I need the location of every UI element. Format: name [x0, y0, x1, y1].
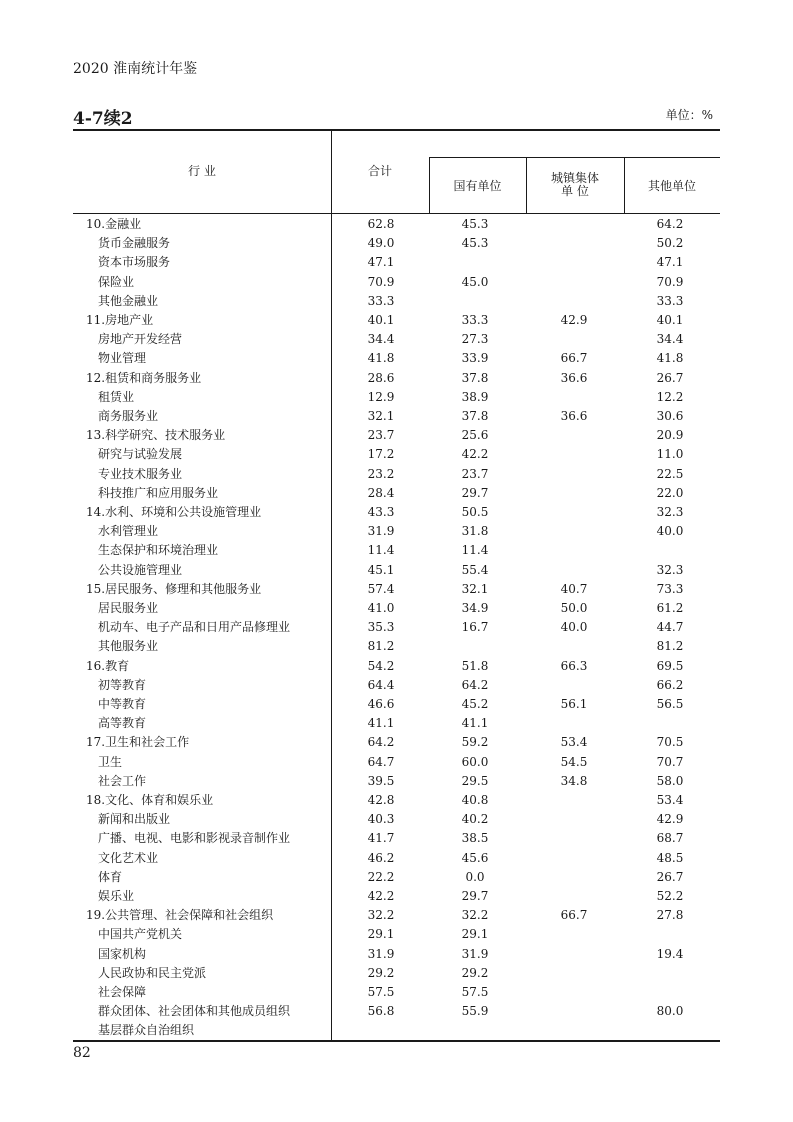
industry-name-cell: 保险业 — [98, 274, 135, 289]
table-row — [73, 407, 720, 426]
other-unit-cell: 27.8 — [656, 908, 684, 923]
collective-unit-cell: 66.7 — [560, 908, 588, 923]
table-row — [73, 618, 720, 637]
state-unit-cell: 38.9 — [461, 389, 489, 404]
state-unit-cell: 34.9 — [461, 601, 489, 615]
table-row — [73, 426, 720, 445]
industry-name-cell: 广播、电视、电影和影视录音制作业 — [98, 831, 291, 846]
other-unit-cell: 68.7 — [656, 831, 684, 846]
table-row — [73, 945, 720, 964]
total-cell: 32.2 — [367, 908, 395, 923]
table-row — [73, 465, 720, 484]
header-subgroup-rule — [429, 157, 720, 158]
other-unit-cell: 26.7 — [656, 869, 684, 884]
other-unit-cell: 32.3 — [656, 562, 684, 577]
total-cell: 12.9 — [367, 389, 395, 404]
table-row — [73, 906, 720, 925]
industry-name-cell: 中等教育 — [98, 697, 147, 711]
state-unit-cell: 41.1 — [461, 716, 489, 731]
industry-name-cell: 15.居民服务、修理和其他服务业 — [86, 581, 262, 596]
other-unit-cell: 41.8 — [656, 351, 684, 366]
state-unit-cell: 32.1 — [461, 581, 489, 596]
state-unit-cell: 29.5 — [461, 773, 489, 788]
state-unit-cell: 29.1 — [461, 927, 489, 942]
state-unit-cell: 38.5 — [461, 831, 489, 846]
other-unit-cell: 70.9 — [656, 274, 684, 289]
other-unit-cell: 34.4 — [656, 332, 684, 347]
total-cell: 22.2 — [367, 869, 395, 884]
other-unit-cell: 70.7 — [656, 754, 684, 769]
state-unit-cell: 29.7 — [461, 485, 489, 500]
industry-name-cell: 商务服务业 — [98, 409, 159, 423]
state-unit-cell: 23.7 — [461, 466, 489, 481]
bottom-rule — [73, 1040, 720, 1042]
other-unit-cell: 20.9 — [656, 428, 684, 443]
total-cell: 70.9 — [367, 274, 395, 289]
total-cell: 56.8 — [367, 1004, 395, 1019]
other-unit-cell: 42.9 — [656, 812, 684, 827]
table-row — [73, 292, 720, 311]
total-cell: 47.1 — [367, 255, 395, 270]
other-unit-cell: 70.5 — [656, 735, 684, 750]
total-cell: 57.4 — [367, 581, 395, 596]
state-unit-cell: 33.9 — [461, 351, 489, 366]
industry-name-cell: 体育 — [98, 869, 123, 884]
industry-name-cell: 物业管理 — [98, 351, 147, 366]
table-row — [73, 484, 720, 503]
total-cell: 34.4 — [367, 332, 395, 347]
state-unit-cell: 64.2 — [461, 677, 489, 692]
total-cell: 43.3 — [367, 505, 395, 519]
state-unit-cell: 29.7 — [461, 889, 489, 903]
state-unit-cell: 42.2 — [461, 447, 489, 462]
other-unit-cell: 32.3 — [656, 505, 684, 519]
other-unit-cell: 33.3 — [656, 293, 684, 308]
table-row — [73, 311, 720, 330]
industry-name-cell: 10.金融业 — [86, 217, 142, 231]
state-unit-cell: 37.8 — [461, 409, 489, 423]
industry-name-cell: 社会工作 — [98, 773, 147, 788]
header-collective — [526, 172, 624, 198]
table-row — [73, 657, 720, 676]
state-unit-cell: 45.6 — [461, 850, 489, 865]
state-unit-cell: 50.5 — [461, 505, 489, 519]
table-row — [73, 868, 720, 887]
industry-name-cell: 公共设施管理业 — [98, 562, 183, 577]
total-cell: 54.2 — [367, 658, 395, 673]
total-cell: 46.6 — [367, 697, 395, 711]
total-cell: 32.1 — [367, 409, 395, 423]
table-row — [73, 1021, 720, 1040]
total-cell: 49.0 — [367, 236, 395, 251]
collective-unit-cell: 34.8 — [560, 773, 588, 788]
collective-unit-cell: 54.5 — [560, 754, 588, 769]
industry-name-cell: 13.科学研究、技术服务业 — [86, 428, 226, 443]
total-cell: 31.9 — [367, 946, 395, 961]
other-unit-cell: 40.0 — [656, 524, 684, 539]
total-cell: 28.6 — [367, 370, 395, 385]
industry-name-cell: 新闻和出版业 — [98, 812, 171, 827]
table-row — [73, 522, 720, 541]
other-unit-cell: 81.2 — [656, 639, 684, 654]
table-row — [73, 215, 720, 234]
state-unit-cell: 57.5 — [461, 985, 489, 999]
industry-name-cell: 初等教育 — [98, 677, 147, 692]
state-unit-cell: 45.0 — [461, 274, 489, 289]
state-unit-cell: 60.0 — [461, 754, 489, 769]
table-row — [73, 829, 720, 848]
other-unit-cell: 61.2 — [656, 601, 684, 615]
table-title: 4-7续2 — [73, 109, 133, 129]
state-unit-cell: 29.2 — [461, 965, 489, 980]
state-unit-cell: 31.8 — [461, 524, 489, 539]
total-cell: 64.4 — [367, 677, 395, 692]
industry-name-cell: 机动车、电子产品和日用产品修理业 — [98, 620, 291, 635]
table-row — [73, 369, 720, 388]
other-unit-cell: 22.5 — [656, 466, 684, 481]
total-cell: 40.3 — [367, 812, 395, 827]
industry-name-cell: 19.公共管理、社会保障和社会组织 — [86, 908, 274, 923]
industry-name-cell: 娱乐业 — [98, 889, 135, 903]
collective-unit-cell: 42.9 — [560, 313, 588, 327]
table-row — [73, 234, 720, 253]
total-cell: 28.4 — [367, 485, 395, 500]
total-cell: 23.7 — [367, 428, 395, 443]
industry-name-cell: 群众团体、社会团体和其他成员组织 — [98, 1004, 291, 1019]
table-row — [73, 810, 720, 829]
table-row — [73, 349, 720, 368]
other-unit-cell: 66.2 — [656, 677, 684, 692]
table-row — [73, 964, 720, 983]
other-unit-cell: 50.2 — [656, 236, 684, 251]
table-row — [73, 637, 720, 656]
other-unit-cell: 44.7 — [656, 620, 684, 635]
total-cell: 42.2 — [367, 889, 395, 903]
industry-name-cell: 16.教育 — [86, 658, 130, 673]
total-cell: 11.4 — [367, 543, 395, 558]
industry-name-cell: 房地产开发经营 — [98, 332, 183, 347]
industry-name-cell: 专业技术服务业 — [98, 466, 183, 481]
unit-label: 单位：% — [665, 108, 713, 122]
other-unit-cell: 40.1 — [656, 313, 684, 327]
table-row — [73, 541, 720, 560]
industry-name-cell: 18.文化、体育和娱乐业 — [86, 793, 214, 807]
state-unit-cell: 11.4 — [461, 543, 489, 558]
industry-name-cell: 12.租赁和商务服务业 — [86, 370, 202, 385]
industry-name-cell: 其他金融业 — [98, 293, 159, 308]
collective-unit-cell: 56.1 — [560, 697, 588, 711]
table-row — [73, 253, 720, 272]
collective-unit-cell: 36.6 — [560, 409, 588, 423]
total-cell: 46.2 — [367, 850, 395, 865]
header-collective-line1: 城镇集体 — [550, 171, 599, 185]
industry-name-cell: 水利管理业 — [98, 524, 159, 539]
other-unit-cell: 47.1 — [656, 255, 684, 270]
industry-name-cell: 租赁业 — [98, 389, 135, 404]
header-other: 其他单位 — [647, 179, 696, 193]
state-unit-cell: 32.2 — [461, 908, 489, 923]
industry-name-cell: 卫生 — [98, 754, 123, 769]
industry-name-cell: 人民政协和民主党派 — [98, 965, 207, 980]
industry-name-cell: 11.房地产业 — [86, 313, 154, 327]
table-row — [73, 791, 720, 810]
industry-name-cell: 货币金融服务 — [98, 236, 171, 251]
other-unit-cell: 30.6 — [656, 409, 684, 423]
total-cell: 41.0 — [367, 601, 395, 615]
page-number: 82 — [73, 1045, 91, 1061]
industry-name-cell: 文化艺术业 — [98, 850, 159, 865]
industry-name-cell: 基层群众自治组织 — [98, 1023, 195, 1038]
table-row — [73, 772, 720, 791]
total-cell: 62.8 — [367, 217, 395, 231]
header-state: 国有单位 — [453, 179, 502, 193]
other-unit-cell: 53.4 — [656, 793, 684, 807]
table-row — [73, 388, 720, 407]
state-unit-cell: 45.2 — [461, 697, 489, 711]
industry-name-cell: 资本市场服务 — [98, 255, 171, 270]
table-row — [73, 561, 720, 580]
state-unit-cell: 51.8 — [461, 658, 489, 673]
other-unit-cell: 52.2 — [656, 889, 684, 903]
industry-name-cell: 研究与试验发展 — [98, 447, 183, 462]
total-cell: 29.2 — [367, 965, 395, 980]
table-row — [73, 273, 720, 292]
total-cell: 45.1 — [367, 562, 395, 577]
industry-name-cell: 高等教育 — [98, 716, 147, 731]
industry-name-cell: 居民服务业 — [98, 601, 159, 615]
top-rule — [73, 129, 720, 131]
industry-name-cell: 17.卫生和社会工作 — [86, 735, 190, 750]
total-cell: 39.5 — [367, 773, 395, 788]
table-row — [73, 580, 720, 599]
table-row — [73, 753, 720, 772]
header-collective-line2: 单 位 — [561, 184, 589, 198]
total-cell: 41.1 — [367, 716, 395, 731]
total-cell: 23.2 — [367, 466, 395, 481]
table-row — [73, 714, 720, 733]
header-bottom-rule — [73, 213, 720, 214]
collective-unit-cell: 53.4 — [560, 735, 588, 750]
other-unit-cell: 26.7 — [656, 370, 684, 385]
collective-unit-cell: 66.3 — [560, 658, 588, 673]
state-unit-cell: 16.7 — [461, 620, 489, 635]
collective-unit-cell: 66.7 — [560, 351, 588, 366]
table-row — [73, 1002, 720, 1021]
table-row — [73, 503, 720, 522]
total-cell: 31.9 — [367, 524, 395, 539]
header-industry: 行 业 — [188, 164, 216, 178]
collective-unit-cell: 40.0 — [560, 620, 588, 635]
state-unit-cell: 37.8 — [461, 370, 489, 385]
other-unit-cell: 58.0 — [656, 773, 684, 788]
total-cell: 64.2 — [367, 735, 395, 750]
total-cell: 33.3 — [367, 293, 395, 308]
industry-name-cell: 生态保护和环境治理业 — [98, 543, 219, 558]
state-unit-cell: 40.2 — [461, 812, 489, 827]
other-unit-cell: 64.2 — [656, 217, 684, 231]
total-cell: 42.8 — [367, 793, 395, 807]
state-unit-cell: 31.9 — [461, 946, 489, 961]
table-row — [73, 849, 720, 868]
industry-name-cell: 中国共产党机关 — [98, 927, 183, 942]
state-unit-cell: 45.3 — [461, 217, 489, 231]
industry-name-cell: 社会保障 — [98, 985, 147, 999]
other-unit-cell: 12.2 — [656, 389, 684, 404]
total-cell: 35.3 — [367, 620, 395, 635]
total-cell: 57.5 — [367, 985, 395, 999]
total-cell: 64.7 — [367, 754, 395, 769]
state-unit-cell: 55.9 — [461, 1004, 489, 1019]
industry-name-cell: 14.水利、环境和公共设施管理业 — [86, 505, 262, 519]
state-unit-cell: 40.8 — [461, 793, 489, 807]
yearbook-title: 2020 淮南统计年鉴 — [73, 61, 198, 77]
other-unit-cell: 48.5 — [656, 850, 684, 865]
other-unit-cell: 22.0 — [656, 485, 684, 500]
total-cell: 29.1 — [367, 927, 395, 942]
collective-unit-cell: 50.0 — [560, 601, 588, 615]
other-unit-cell: 73.3 — [656, 581, 684, 596]
state-unit-cell: 55.4 — [461, 562, 489, 577]
table-row — [73, 695, 720, 714]
other-unit-cell: 56.5 — [656, 697, 684, 711]
table-row — [73, 599, 720, 618]
other-unit-cell: 11.0 — [656, 447, 684, 462]
table-row — [73, 445, 720, 464]
table-row — [73, 733, 720, 752]
state-unit-cell: 25.6 — [461, 428, 489, 443]
total-cell: 41.8 — [367, 351, 395, 366]
other-unit-cell: 19.4 — [656, 946, 684, 961]
state-unit-cell: 59.2 — [461, 735, 489, 750]
table-row — [73, 983, 720, 1002]
state-unit-cell: 27.3 — [461, 332, 489, 347]
total-cell: 40.1 — [367, 313, 395, 327]
state-unit-cell: 45.3 — [461, 236, 489, 251]
table-row — [73, 676, 720, 695]
industry-name-cell: 国家机构 — [98, 946, 147, 961]
table-row — [73, 925, 720, 944]
header-total: 合计 — [367, 164, 392, 178]
industry-name-cell: 科技推广和应用服务业 — [98, 485, 219, 500]
total-cell: 41.7 — [367, 831, 395, 846]
total-cell: 81.2 — [367, 639, 395, 654]
collective-unit-cell: 36.6 — [560, 370, 588, 385]
collective-unit-cell: 40.7 — [560, 581, 588, 596]
state-unit-cell: 33.3 — [461, 313, 489, 327]
other-unit-cell: 69.5 — [656, 658, 684, 673]
industry-name-cell: 其他服务业 — [98, 639, 159, 654]
state-unit-cell: 0.0 — [465, 869, 485, 884]
table-row — [73, 887, 720, 906]
other-unit-cell: 80.0 — [656, 1004, 684, 1019]
total-cell: 17.2 — [367, 447, 395, 462]
table-row — [73, 330, 720, 349]
